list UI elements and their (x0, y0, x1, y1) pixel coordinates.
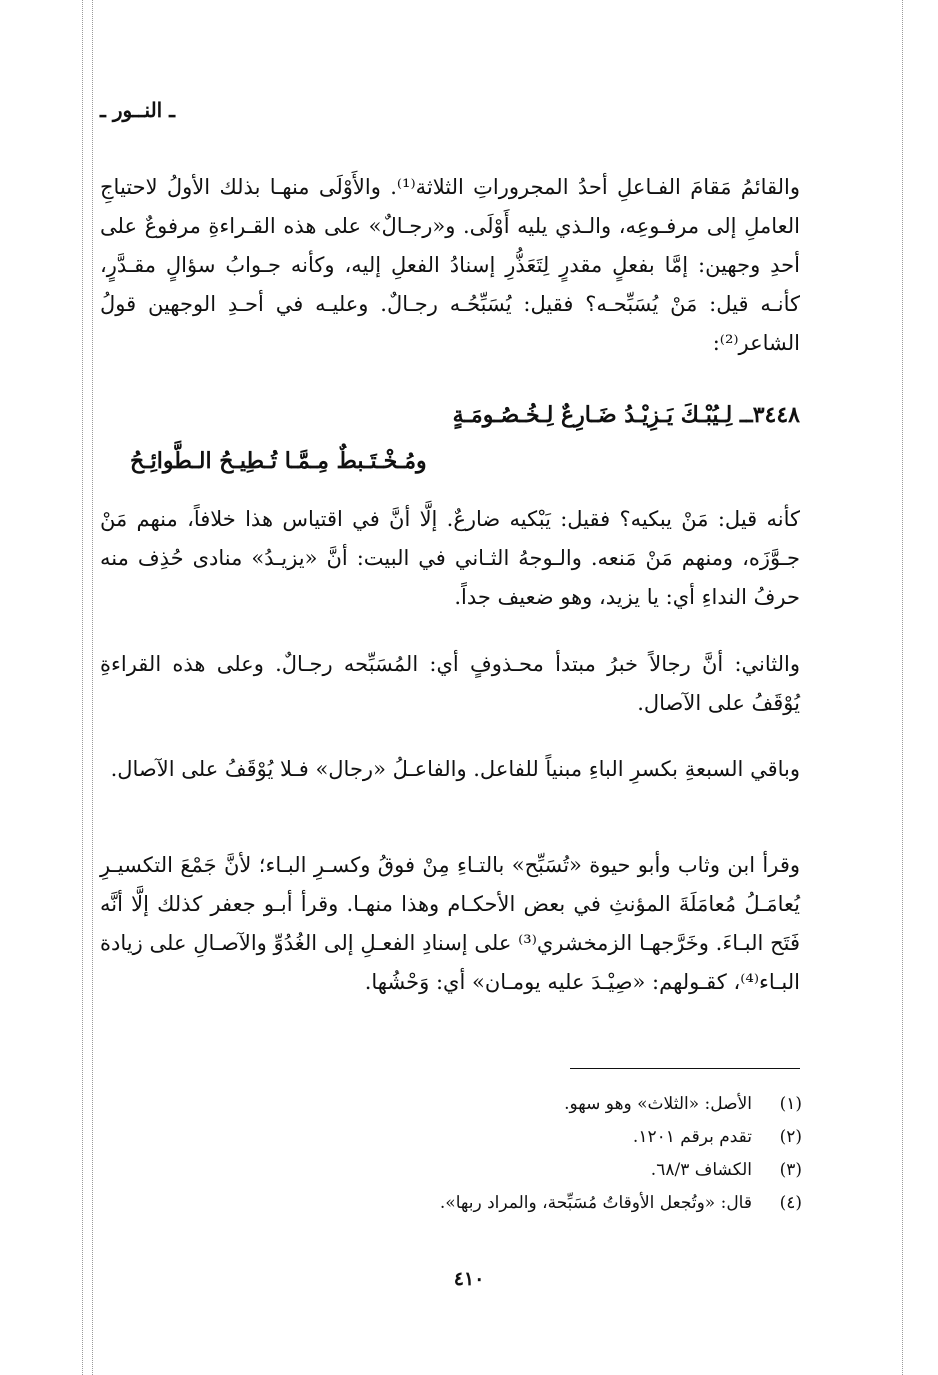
paragraph: كأنه قيل: مَنْ يبكيه؟ فقيل: يَبْكيه ضارعٌ. إلَّا أنَّ في اقتياس هذا خلافاً، منهم مَنْ جـوَّزَه، ومنهم مَنْ مَنعه. والـوجهُ الثـاني في البيت: أنَّ «يزيـدُ» منادى حُذِف منه حرفُ النداءِ أي: يا يزيد، وهو ضعيف جداً. (100, 507, 800, 609)
footnote (200, 1154, 802, 1187)
footnote-number: (٣) (779, 1160, 802, 1180)
paragraph: والقائمُ مَقامَ الفـاعلِ أحدُ المجروراتِ الثلاثة⁽¹⁾. والأَوْلَى منهـا بذلك الأولُ لاحتياجِ العاملِ إلى مرفـوعِه، والـذي يليه أَوْلَى. و«رجـالٌ» على هذه القـراءةِ مرفوعٌ على أحدِ وجهين: إمَّا بفعلٍ مقدرٍ لِتَعَذُّرِ إسنادُ الفعلِ إليه، وكأنه جـوابُ سؤالٍ مقـدَّرٍ، كأنـه قيل: مَنْ يُسَبِّحـه؟ فقيل: يُسَبِّحُـه رجـالٌ. وعليـه في أحـدِ الوجهين قولُ الشاعر⁽²⁾: (100, 175, 801, 355)
paragraph: وباقي السبعةِ بكسرِ الباءِ مبنياً للفاعل. والفاعـلُ «رجال» فـلا يُوْقَفُ على الآصال. (110, 757, 800, 781)
footnote-text: تقدم برقم ١٢٠١. (632, 1127, 752, 1147)
verse-first-hemistich: ٣٤٤٨ــ لِـيُبْـكَ يَـزِيْـدُ ضَـارِعٌ لِـخُـصُـومَـةٍ (452, 402, 800, 428)
verse-second-hemistich: ومُـخْـتَـبطٌ مِـمَّـا تُـطِيـحُ الـطَّوائِـحُ (130, 448, 427, 474)
footnote-number: (٤) (779, 1193, 802, 1213)
paragraph: والثاني: أنَّ رجالاً خبرُ مبتدأ محـذوفٍ أي: المُسَبِّحه رجـالٌ. وعلى هذه القراءةِ يُوْقَفُ على الآصال. (100, 652, 800, 715)
footnote-number: (١) (779, 1094, 802, 1114)
footnote (200, 1088, 802, 1121)
footnote-text: الكشاف ٦٨/٣. (650, 1160, 752, 1180)
running-head: ـ النــور ـ (100, 98, 176, 122)
page-number: ٤١٠ (453, 1268, 485, 1290)
footnote (200, 1187, 802, 1220)
footnote-text: الأصل: «الثلاث» وهو سهو. (564, 1094, 752, 1114)
footnotes (200, 1088, 802, 1220)
paragraph: وقرأ ابن وثاب وأبو حيوة «تُسَبِّح» بالتـاءِ مِنْ فوقُ وكسـرِ البـاء؛ لأنَّ جَمْعَ التكسيـرِ يُعامَـلُ مُعامَلَةَ المؤنثِ في بعض الأحكـام وهذا منهـا. وقرأ أبـو جعفر كذلك إلَّا أنَّه فَتَح البـاءَ. وخَرَّجهـا الزمخشري⁽³⁾ على إسنادِ الفعـلِ إلى الغُدُوِّ والآصـالِ على زيادة البـاء⁽⁴⁾، كقـولهم: «صِيْـدَ عليه يومـان» أي: وَحْشُها. (100, 853, 801, 994)
main-text-block (100, 168, 800, 363)
footnote-number: (٢) (779, 1127, 802, 1147)
footnote-separator (570, 1068, 800, 1069)
scan-edge-line (82, 0, 83, 1375)
footnote-text: قال: «وتُجعل الأوقاتُ مُسَبِّحة، والمراد ربها». (439, 1193, 752, 1213)
scan-edge-line (902, 0, 903, 1375)
footnote (200, 1121, 802, 1154)
scan-edge-line (92, 0, 93, 1375)
